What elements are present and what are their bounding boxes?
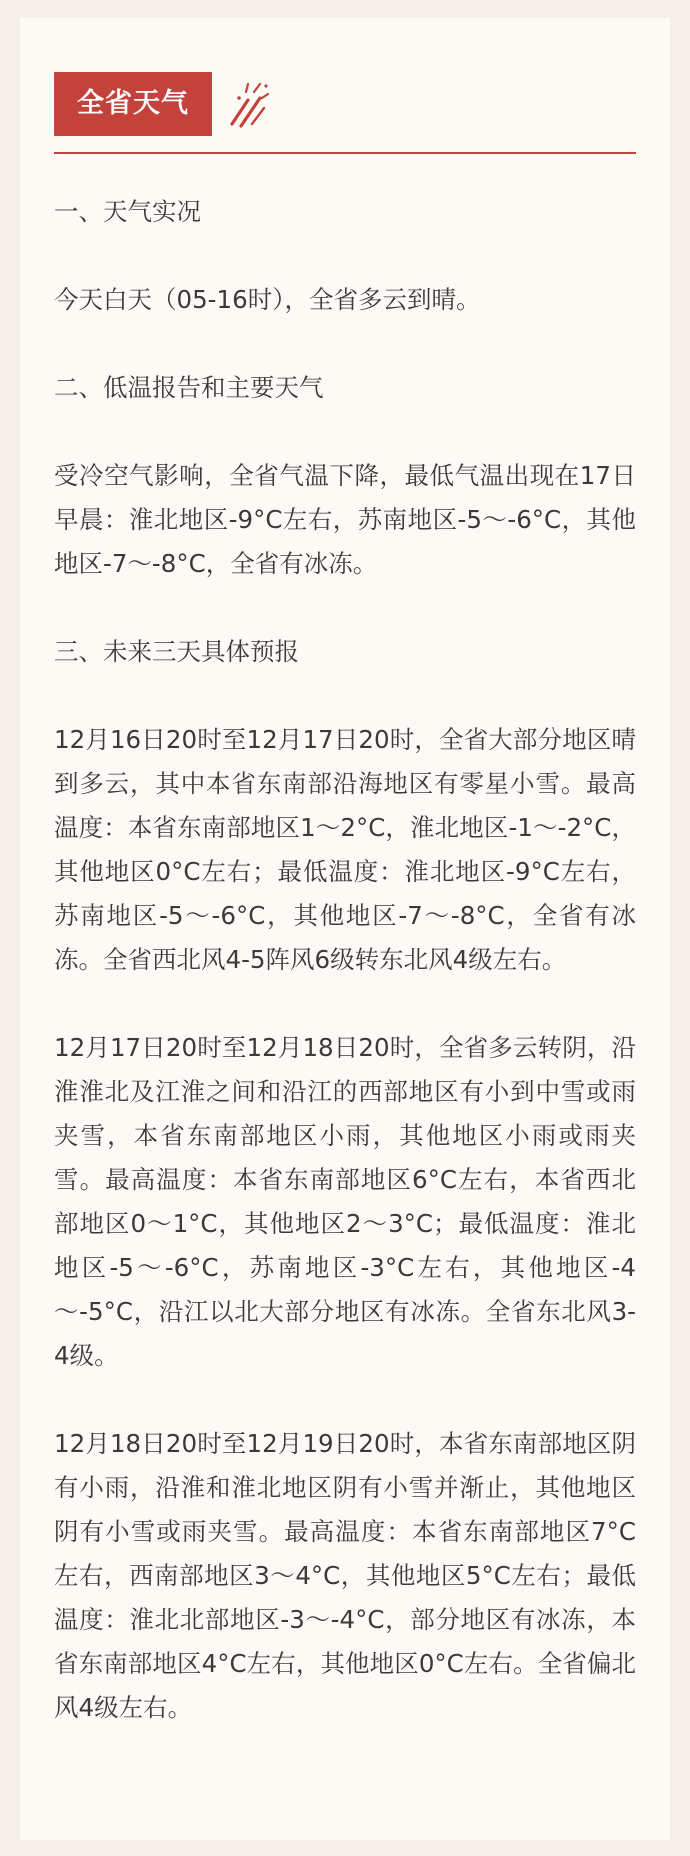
paragraph-forecast-day1: 12月16日20时至12月17日20时，全省大部分地区晴到多云，其中本省东南部沿海地区有零星小雪。最高温度：本省东南部地区1～2°C，淮北地区-1～-2°C，其他地区0°C左右；最低温度：淮北地区-9°C左右，苏南地区-5～-6°C，其他地区-7～-8°C，全省有冰冻。全省西北风4-5阵风6级转东北风4级左右。 [54,725,636,974]
section-title: 全省天气 [54,72,212,136]
fireworks-decoration-icon [226,78,270,130]
article-body [54,190,636,1774]
header-divider [54,152,636,154]
section-header [54,56,636,156]
paragraph-low-temp-report: 受冷空气影响，全省气温下降，最低气温出现在17日早晨：淮北地区-9°C左右，苏南地区-5～-6°C，其他地区-7～-8°C，全省有冰冻。 [54,461,636,578]
article-card [20,18,670,1840]
heading-current-weather: 一、天气实况 [54,197,201,226]
heading-three-day-forecast: 三、未来三天具体预报 [54,637,299,666]
paragraph-current-weather: 今天白天（05-16时），全省多云到晴。 [54,285,481,314]
paragraph-forecast-day3: 12月18日20时至12月19日20时，本省东南部地区阴有小雨，沿淮和淮北地区阴有小雪并渐止，其他地区阴有小雪或雨夹雪。最高温度：本省东南部地区7°C左右，西南部地区3～4°C，其他地区5°C左右；最低温度：淮北北部地区-3～-4°C，部分地区有冰冻，本省东南部地区4°C左右，其他地区0°C左右。全省偏北风4级左右。 [54,1429,636,1722]
heading-low-temp-report: 二、低温报告和主要天气 [54,373,324,402]
paragraph-forecast-day2: 12月17日20时至12月18日20时，全省多云转阴，沿淮淮北及江淮之间和沿江的西部地区有小到中雪或雨夹雪，本省东南部地区小雨，其他地区小雨或雨夹雪。最高温度：本省东南部地区6°C左右，本省西北部地区0～1°C，其他地区2～3°C；最低温度：淮北地区-5～-6°C，苏南地区-3°C左右，其他地区-4～-5°C，沿江以北大部分地区有冰冻。全省东北风3-4级。 [54,1033,636,1370]
